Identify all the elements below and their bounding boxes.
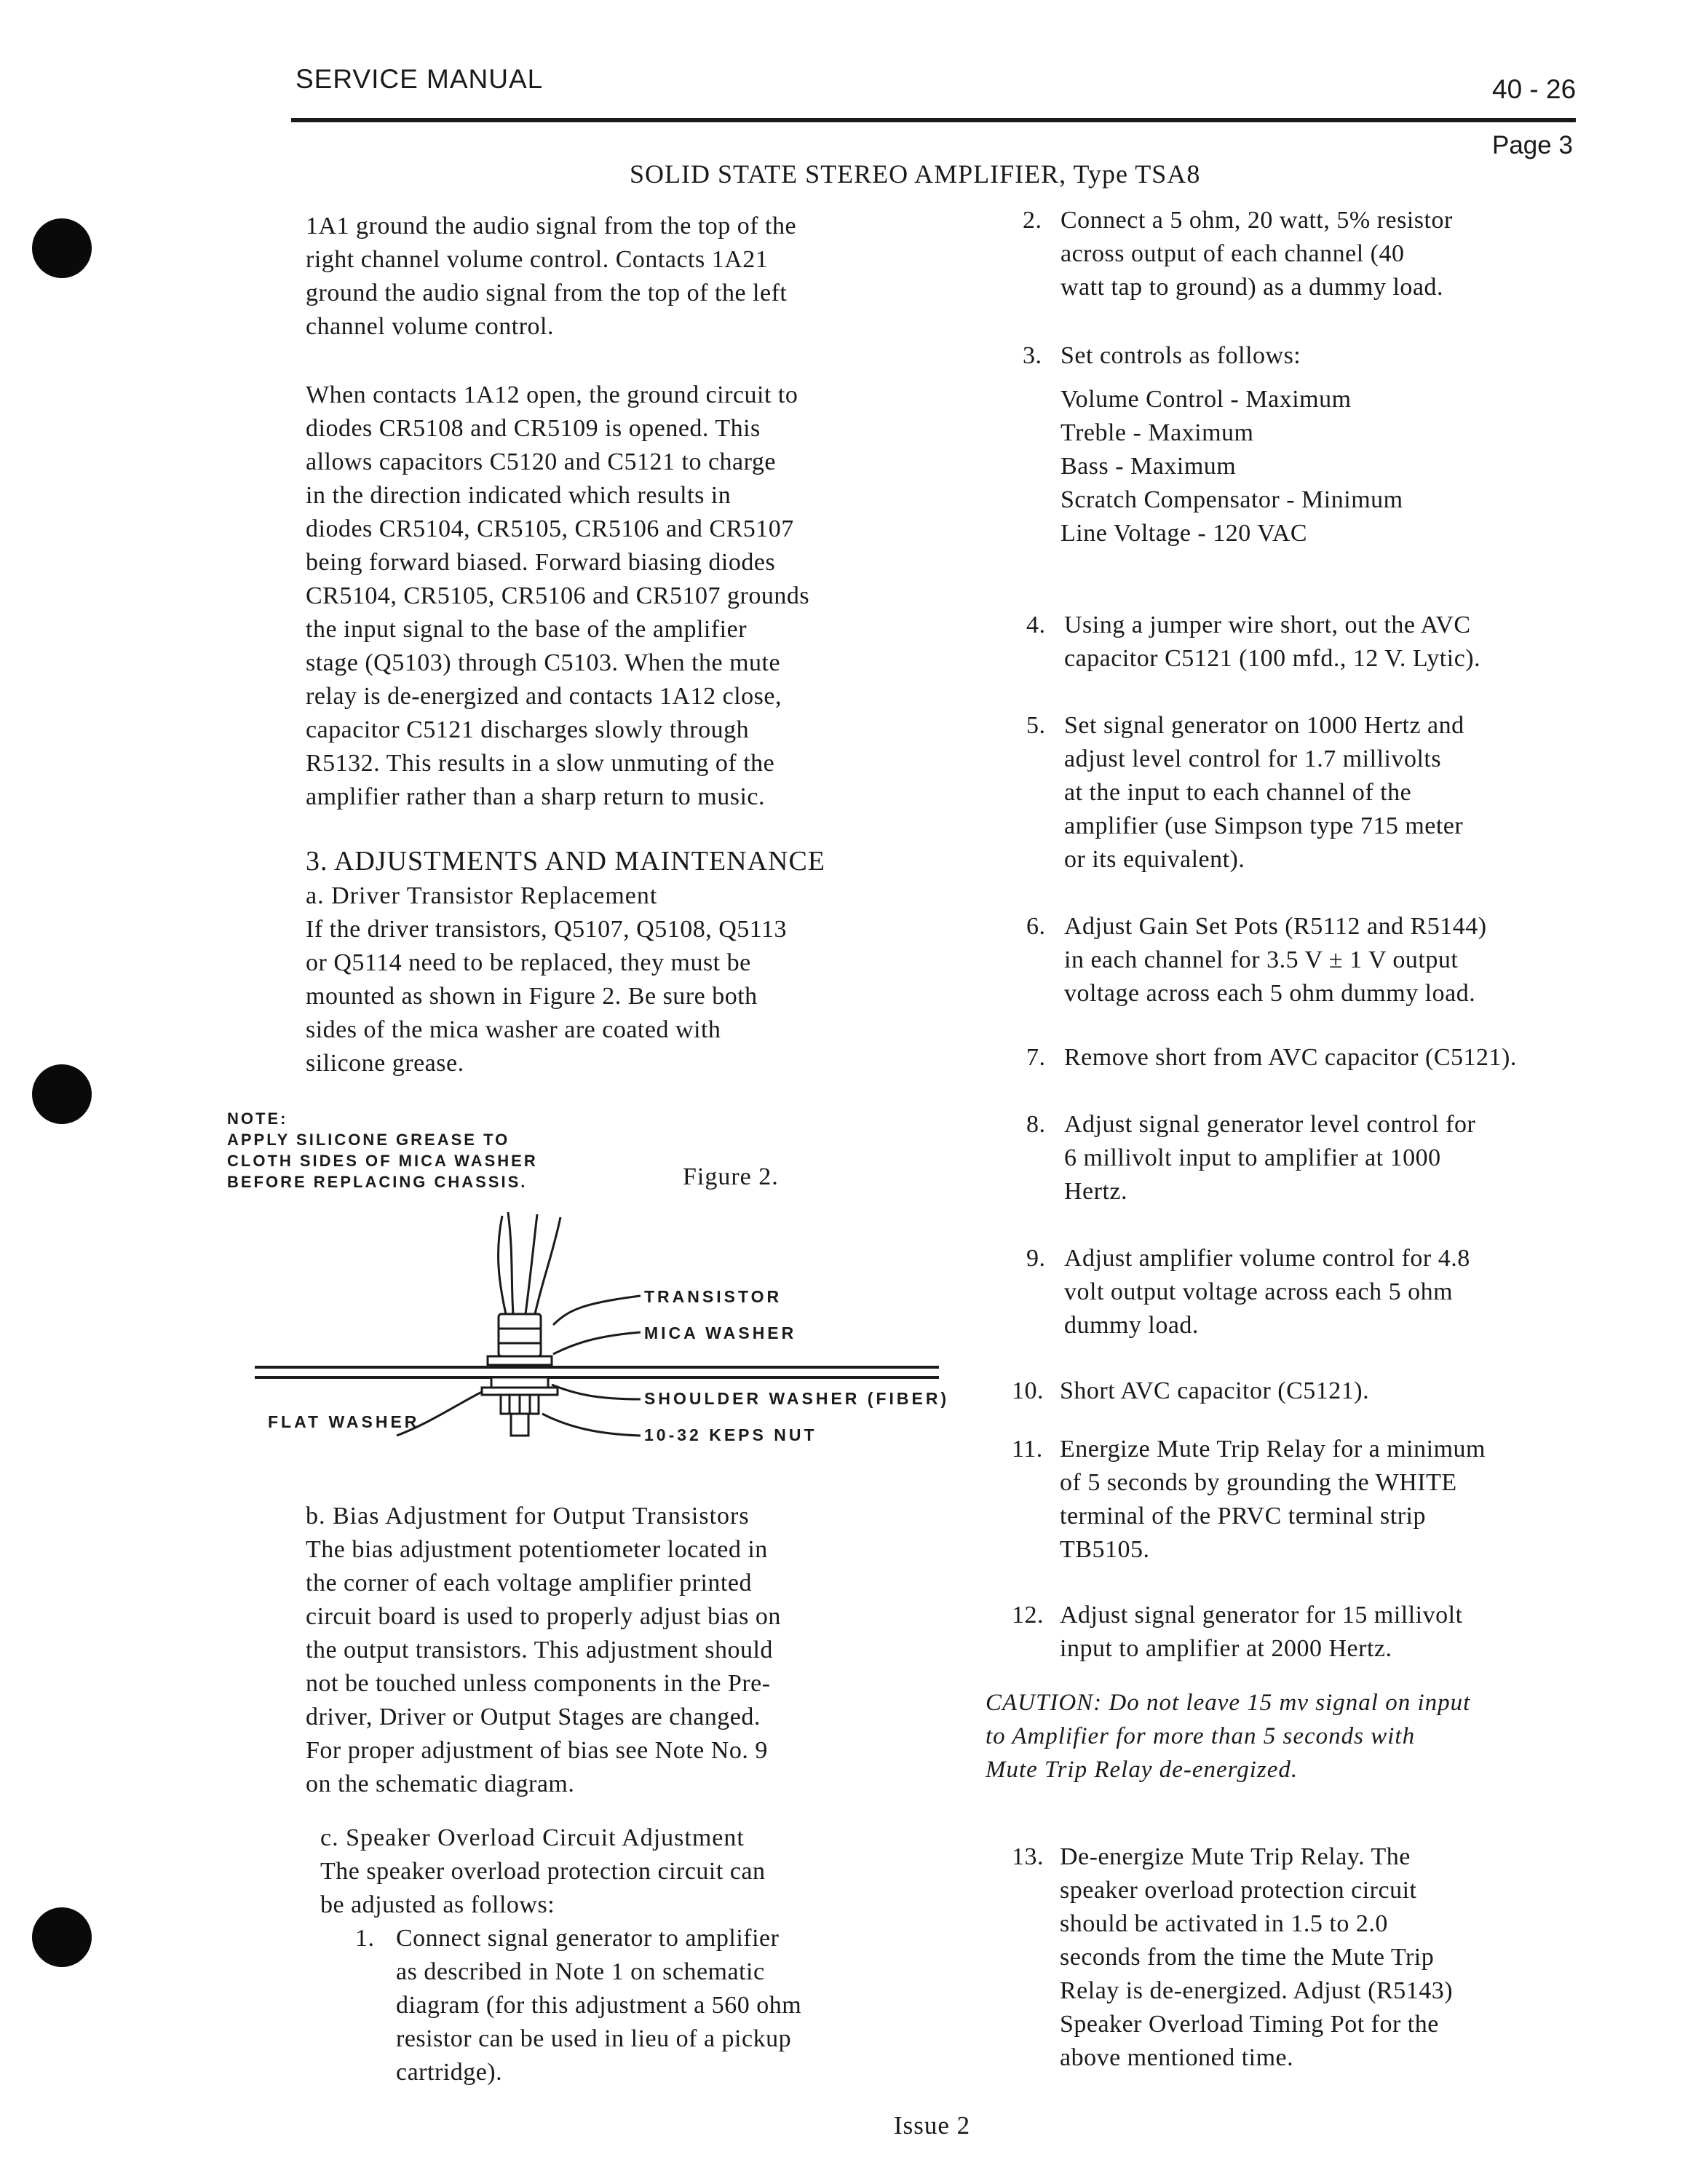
subsection-c-text: The speaker overload protection circuit can be adjusted as follows: <box>320 1858 766 1918</box>
adjustment-step-1: 1. Connect signal generator to amplifier as described in Note 1 on schematic diagram (for this adjustment a 560 ohm resistor can be used in lieu of a pickup cartridge). <box>355 1925 802 2086</box>
subsection-b-heading: b. Bias Adjustment for Output Transistors <box>306 1503 750 1530</box>
document-title: SOLID STATE STEREO AMPLIFIER, Type TSA8 <box>630 159 1201 189</box>
adjustment-step-6: 6. Adjust Gain Set Pots (R5112 and R5144) in each channel for 3.5 V ± 1 V output voltage across each 5 ohm dummy load. <box>1026 913 1487 1007</box>
adjustment-step-10: 10. Short AVC capacitor (C5121). <box>1012 1377 1370 1404</box>
note-title: NOTE: <box>227 1109 288 1128</box>
binder-hole-bottom <box>32 1907 92 1967</box>
left-paragraph-mute: When contacts 1A12 open, the ground circuit to diodes CR5108 and CR5109 is opened. This allows capacitors C5120 and C5121 to charge in the direction indicated which results in diodes CR5104, CR5105, CR5106 and CR5107 being forward biased. Forward biasing diodes CR5104, CR5105, CR5106 and CR5107 grounds the input signal to the base of the amplifier stage (Q5103) through C5103. When the mute relay is de-energized and contacts 1A12 close, capacitor C5121 discharges slowly through R5132. This results in a slow unmuting of the amplifier rather than a sharp return to music. <box>306 381 810 810</box>
subsection-a-heading: a. Driver Transistor Replacement <box>306 882 658 909</box>
label-keps-nut: 10-32 KEPS NUT <box>644 1425 817 1444</box>
adjustment-step-2: 2. Connect a 5 ohm, 20 watt, 5% resistor across output of each channel (40 watt tap to ground) as a dummy load. <box>1023 207 1453 301</box>
caution-note: CAUTION: Do not leave 15 mv signal on input to Amplifier for more than 5 seconds with Mute Trip Relay de-energized. <box>986 1690 1471 1783</box>
left-paragraph-contacts: 1A1 ground the audio signal from the top of the right channel volume control. Contacts 1A21 ground the audio signal from the top of the left channel volume control. <box>306 213 797 340</box>
label-shoulder-washer: SHOULDER WASHER (FIBER) <box>644 1389 950 1408</box>
control-bass: Bass - Maximum <box>1060 453 1237 480</box>
control-treble: Treble - Maximum <box>1060 419 1254 446</box>
adjustment-step-13: 13. De-energize Mute Trip Relay. The speaker overload protection circuit should be activated in 1.5 to 2.0 seconds from the time the Mute Trip Relay is de-energized. Adjust (R5143) Speaker Overload Timing Pot for the above mentioned time. <box>1012 1843 1454 2071</box>
control-line-voltage: Line Voltage - 120 VAC <box>1060 520 1308 547</box>
adjustment-step-11: 11. Energize Mute Trip Relay for a minimum of 5 seconds by grounding the WHITE terminal of the PRVC terminal strip TB5105. <box>1012 1436 1486 1563</box>
binder-hole-top <box>32 218 92 278</box>
adjustment-step-12: 12. Adjust signal generator for 15 millivolt input to amplifier at 2000 Hertz. <box>1012 1602 1463 1662</box>
label-transistor: TRANSISTOR <box>644 1287 782 1306</box>
figure-caption: Figure 2. <box>683 1163 779 1190</box>
section-number: 40 - 26 <box>1492 74 1577 104</box>
section-3-heading: 3. ADJUSTMENTS AND MAINTENANCE <box>306 846 826 877</box>
subsection-a-text: If the driver transistors, Q5107, Q5108, Q5113 or Q5114 need to be replaced, they must be mounted as shown in Figure 2. Be sure both sides of the mica washer are coated with silicone grease. <box>306 916 788 1077</box>
header-rule <box>291 118 1576 122</box>
adjustment-step-8: 8. Adjust signal generator level control for 6 millivolt input to amplifier at 1000 Hertz. <box>1026 1111 1476 1205</box>
adjustment-step-7: 7. Remove short from AVC capacitor (C5121). <box>1026 1044 1517 1071</box>
adjustment-step-9: 9. Adjust amplifier volume control for 4.8 volt output voltage across each 5 ohm dummy load. <box>1026 1245 1470 1339</box>
label-mica-washer: MICA WASHER <box>644 1324 797 1342</box>
adjustment-step-5: 5. Set signal generator on 1000 Hertz and adjust level control for 1.7 millivolts at the input to each channel of the amplifier (use Simpson type 715 meter or its equivalent). <box>1026 712 1464 873</box>
subsection-c-heading: c. Speaker Overload Circuit Adjustment <box>320 1824 745 1851</box>
subsection-b-text: The bias adjustment potentiometer located in the corner of each voltage amplifier printed circuit board is used to properly adjust bias on the output transistors. This adjustment should not be touched unless components in the Pre- driver, Driver or Output Stages are changed. For proper adjustment of bias see Note No. 9 on the schematic diagram. <box>306 1536 781 1797</box>
issue-label: Issue 2 <box>894 2111 971 2140</box>
control-volume: Volume Control - Maximum <box>1060 386 1352 413</box>
figure-note: NOTE: APPLY SILICONE GREASE TO CLOTH SIDES OF MICA WASHER BEFORE REPLACING CHASSIS. <box>227 1109 538 1191</box>
control-scratch: Scratch Compensator - Minimum <box>1060 486 1403 513</box>
adjustment-step-3: 3. Set controls as follows: <box>1023 342 1301 369</box>
label-flat-washer: FLAT WASHER <box>268 1412 420 1431</box>
adjustment-step-4: 4. Using a jumper wire short, out the AVC capacitor C5121 (100 mfd., 12 V. Lytic). <box>1026 612 1481 672</box>
binder-hole-middle <box>32 1064 92 1124</box>
page-label: Page 3 <box>1492 131 1573 159</box>
manual-title: SERVICE MANUAL <box>296 64 544 94</box>
control-settings-list <box>1060 383 1403 550</box>
